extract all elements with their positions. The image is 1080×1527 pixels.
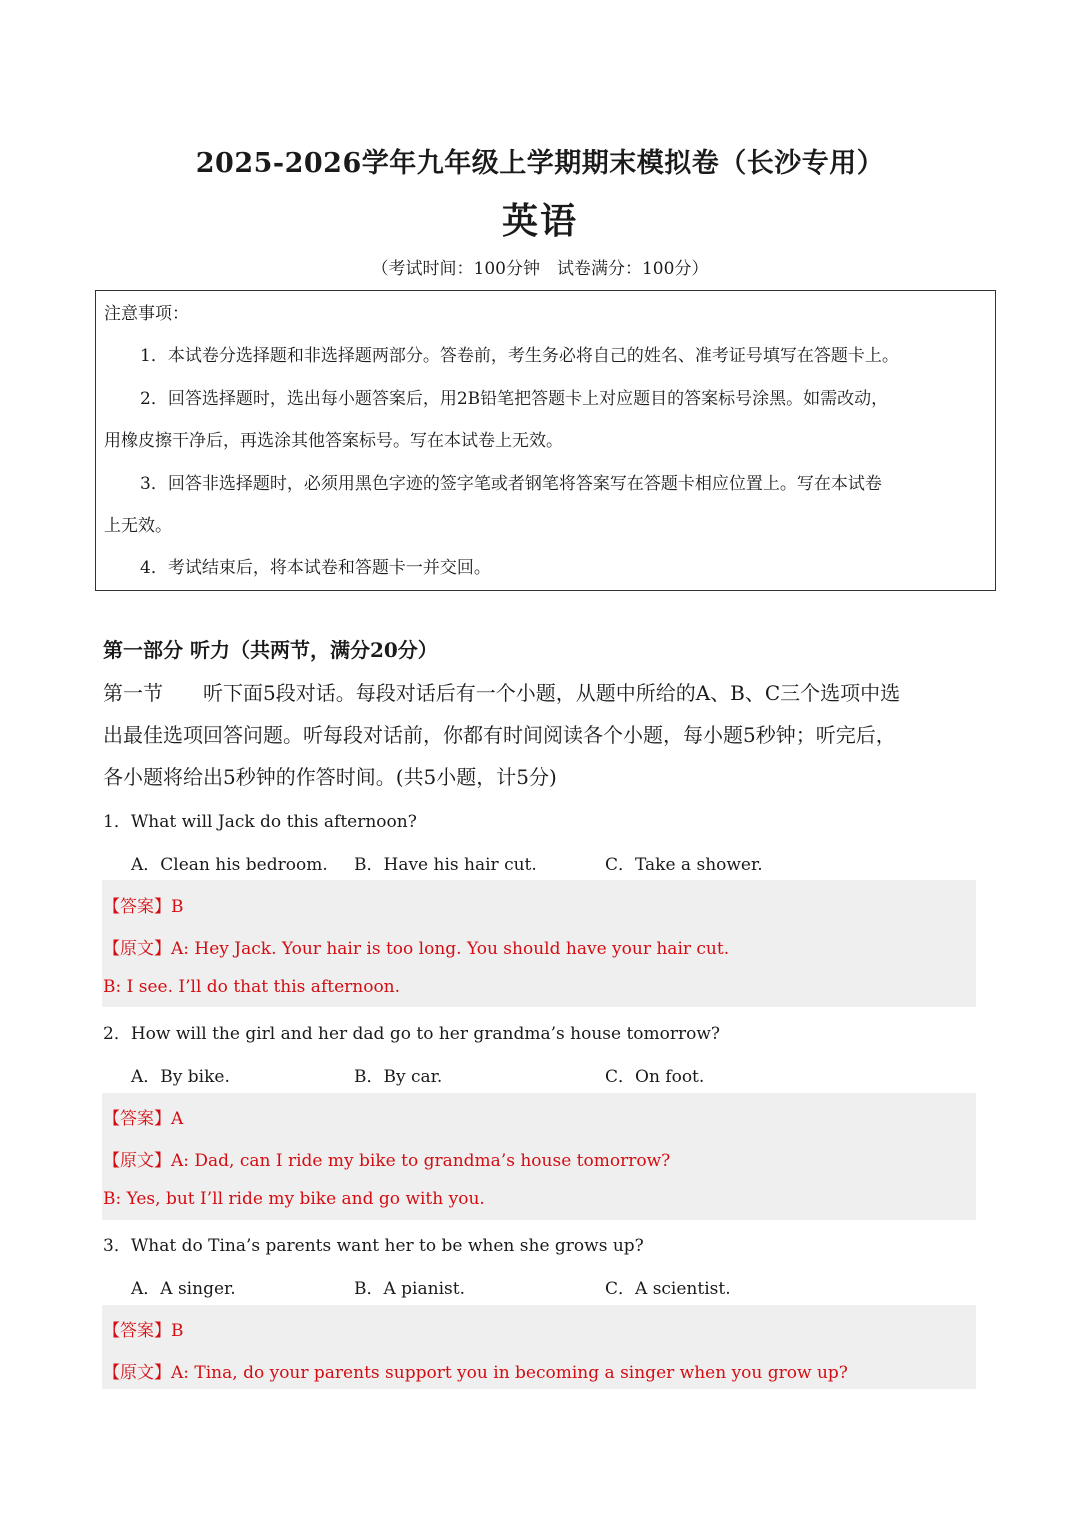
question-2-transcript-line-2: B: Yes, but I’ll ride my bike and go with you. [103,1189,485,1209]
question-2-option-b: B．By car. [354,1067,443,1087]
question-1-answer: 【答案】B [103,897,184,917]
exam-info: （考试时间：100分钟 试卷满分：100分） [371,259,709,279]
question-3-stem: 3．What do Tina’s parents want her to be when she grows up? [103,1236,644,1256]
subject-title: 英语 [501,200,578,242]
notice-item-4: 4．考试结束后，将本试卷和答题卡一并交回。 [140,558,491,578]
question-2-answer-block [102,1093,976,1220]
question-3-transcript-line-1: 【原文】A: Tina, do your parents support you in becoming a singer when you grow up? [103,1363,848,1383]
question-2-option-c: C．On foot. [605,1067,705,1087]
question-2-stem: 2．How will the girl and her dad go to her grandma’s house tomorrow? [103,1024,721,1044]
notice-item-3: 3．回答非选择题时，必须用黑色字迹的签字笔或者钢笔将答案写在答题卡相应位置上。写在本试卷 [140,474,882,494]
notice-item-1: 1．本试卷分选择题和非选择题两部分。答卷前，考生务必将自己的姓名、准考证号填写在答题卡上。 [140,346,899,366]
question-2-transcript-line-1: 【原文】A: Dad, can I ride my bike to grandma’s house tomorrow? [103,1151,671,1171]
notice-item-2-cont: 用橡皮擦干净后，再选涂其他答案标号。写在本试卷上无效。 [104,431,563,451]
notice-item-3-cont: 上无效。 [104,516,172,536]
question-1-option-c: C．Take a shower. [605,855,763,875]
notice-heading: 注意事项： [104,304,189,324]
section-heading: 第一部分 听力（共两节，满分20分） [103,638,438,662]
question-3-option-a: A．A singer. [131,1279,236,1299]
question-3-answer-block [102,1305,976,1389]
question-2-answer: 【答案】A [103,1109,184,1129]
question-2-option-a: A．By bike. [131,1067,230,1087]
question-1-stem: 1．What will Jack do this afternoon? [103,812,417,832]
section-intro-line-1: 第一节 听下面5段对话。每段对话后有一个小题，从题中所给的A、B、C三个选项中选 [103,681,901,705]
section-intro-line-3: 各小题将给出5秒钟的作答时间。(共5小题，计5分) [103,765,557,789]
section-intro-line-2: 出最佳选项回答问题。听每段对话前，你都有时间阅读各个小题，每小题5秒钟；听完后， [103,723,896,747]
question-1-option-b: B．Have his hair cut. [354,855,537,875]
exam-title: 2025-2026学年九年级上学期期末模拟卷（长沙专用） [195,148,885,179]
notice-item-2: 2．回答选择题时，选出每小题答案后，用2B铅笔把答题卡上对应题目的答案标号涂黑。如需改动， [140,389,889,409]
question-1-option-a: A．Clean his bedroom. [131,855,328,875]
notice-box [95,290,996,591]
question-3-option-b: B．A pianist. [354,1279,465,1299]
question-3-answer: 【答案】B [103,1321,184,1341]
question-3-option-c: C．A scientist. [605,1279,731,1299]
question-1-answer-block [102,880,976,1007]
question-1-transcript-line-2: B: I see. I’ll do that this afternoon. [103,977,401,997]
question-1-transcript-line-1: 【原文】A: Hey Jack. Your hair is too long. You should have your hair cut. [103,939,730,959]
